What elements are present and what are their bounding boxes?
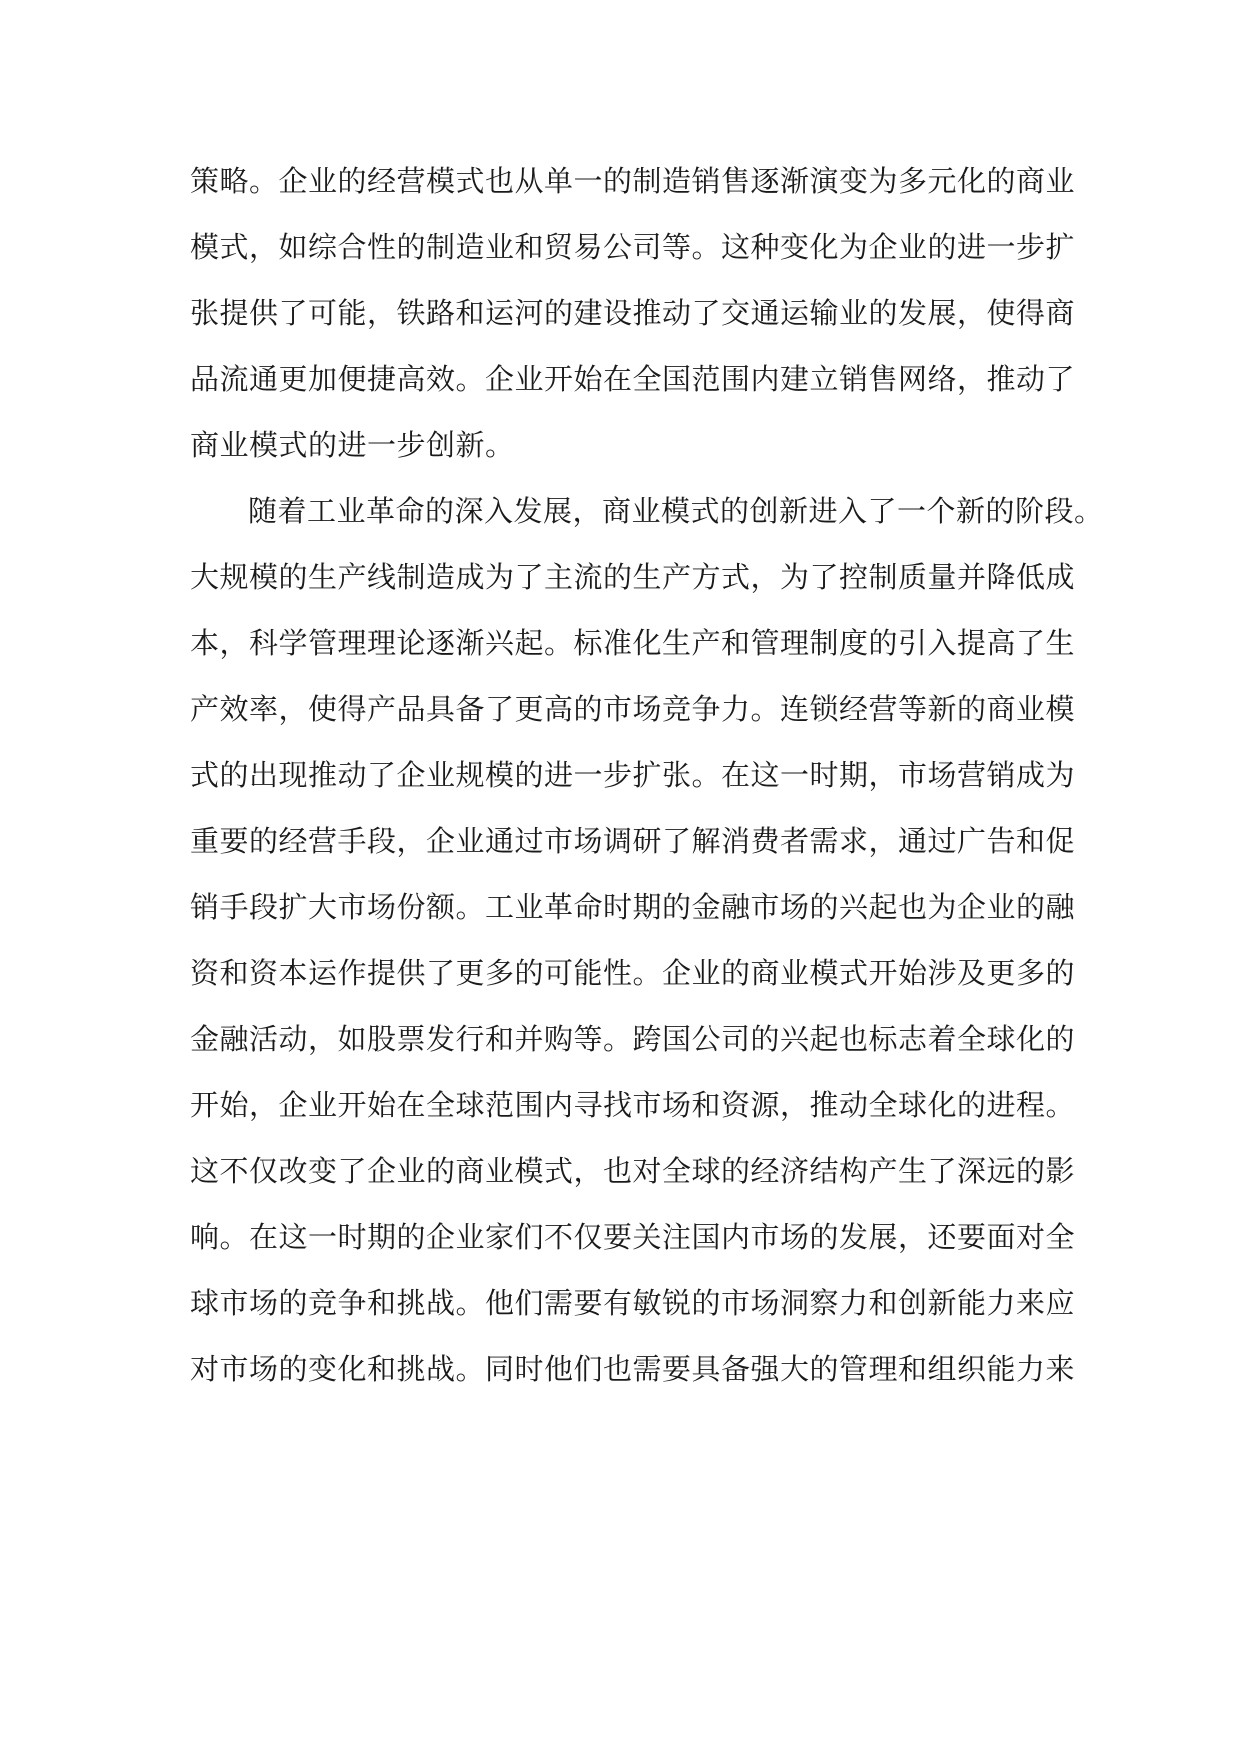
- paragraph-line: 张提供了可能，铁路和运河的建设推动了交通运输业的发展，使得商: [190, 296, 1076, 330]
- paragraph-line: 球市场的竞争和挑战。他们需要有敏锐的市场洞察力和创新能力来应: [190, 1286, 1076, 1320]
- paragraph-line: 响。在这一时期的企业家们不仅要关注国内市场的发展，还要面对全: [190, 1220, 1076, 1254]
- paragraph-line: 开始，企业开始在全球范围内寻找市场和资源，推动全球化的进程。: [190, 1088, 1076, 1122]
- paragraph-line: 式的出现推动了企业规模的进一步扩张。在这一时期，市场营销成为: [190, 758, 1076, 792]
- paragraph-line: 产效率，使得产品具备了更高的市场竞争力。连锁经营等新的商业模: [190, 692, 1076, 726]
- paragraph-line: 重要的经营手段，企业通过市场调研了解消费者需求，通过广告和促: [190, 824, 1076, 858]
- paragraph-line: 本，科学管理理论逐渐兴起。标准化生产和管理制度的引入提高了生: [190, 626, 1076, 660]
- paragraph-line: 对市场的变化和挑战。同时他们也需要具备强大的管理和组织能力来: [190, 1352, 1076, 1386]
- paragraph-2: [190, 478, 1104, 1402]
- paragraph-line: 商业模式的进一步创新。: [190, 428, 515, 462]
- paragraph-line: 销手段扩大市场份额。工业革命时期的金融市场的兴起也为企业的融: [190, 890, 1076, 924]
- paragraph-line: 模式，如综合性的制造业和贸易公司等。这种变化为企业的进一步扩: [190, 230, 1076, 264]
- paragraph-line: 金融活动，如股票发行和并购等。跨国公司的兴起也标志着全球化的: [190, 1022, 1076, 1056]
- paragraph-line: 资和资本运作提供了更多的可能性。企业的商业模式开始涉及更多的: [190, 956, 1076, 990]
- paragraph-line: 随着工业革命的深入发展，商业模式的创新进入了一个新的阶段。: [248, 494, 1104, 528]
- body-text: [190, 148, 1104, 1402]
- paragraph-line: 策略。企业的经营模式也从单一的制造销售逐渐演变为多元化的商业: [190, 164, 1076, 198]
- paragraph-line: 品流通更加便捷高效。企业开始在全国范围内建立销售网络，推动了: [190, 362, 1076, 396]
- paragraph-line: 这不仅改变了企业的商业模式，也对全球的经济结构产生了深远的影: [190, 1154, 1076, 1188]
- paragraph-line: 大规模的生产线制造成为了主流的生产方式，为了控制质量并降低成: [190, 560, 1076, 594]
- paragraph-1: [190, 148, 1076, 478]
